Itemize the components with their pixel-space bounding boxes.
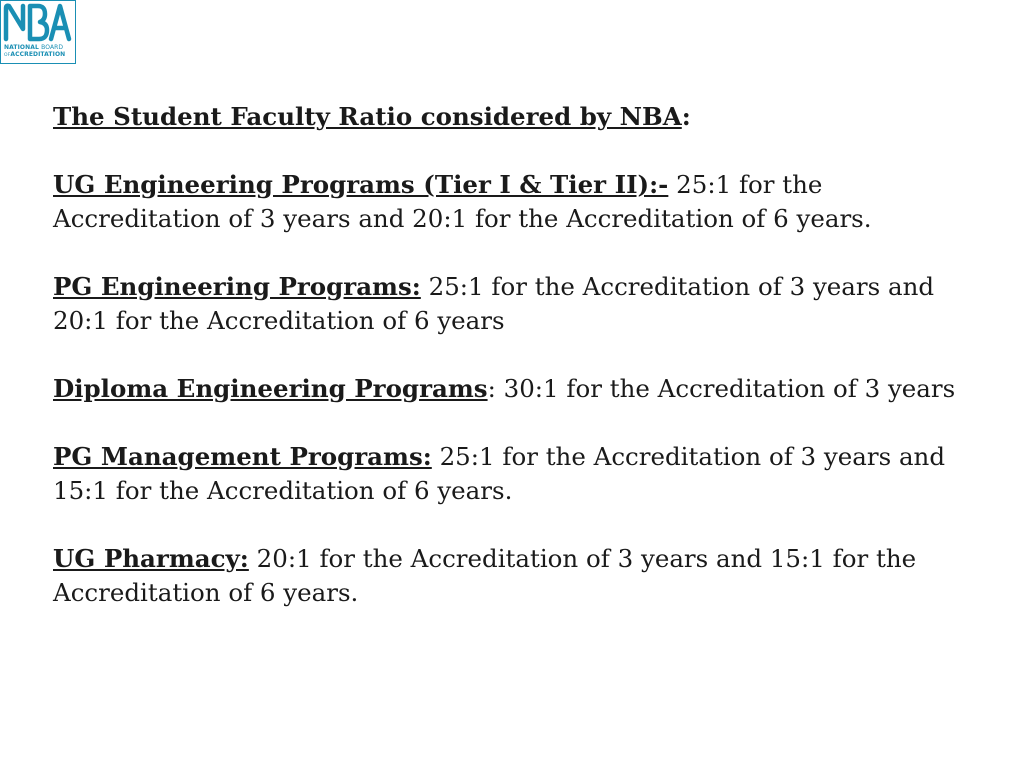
nba-logo-mark: [1, 1, 75, 43]
ratio-item-text: 30:1 for the Accreditation of 3 years: [503, 374, 956, 403]
ratio-item-label: PG Management Programs:: [53, 442, 432, 471]
logo-text-line-2: OFACCREDITATION: [4, 51, 66, 58]
logo-text-line-1: NATIONAL BOARD: [4, 44, 64, 51]
ratio-item-label: UG Pharmacy:: [53, 544, 249, 573]
ratio-item-label: PG Engineering Programs:: [53, 272, 421, 301]
ratio-item-label: Diploma Engineering Programs: [53, 374, 488, 403]
ratio-item-text: 25:1 for the Accreditation of 3 years and 20:1 for the Accreditation of 6 years: [53, 272, 935, 335]
ratio-item-text: 20:1 for the Accreditation of 3 years and 15:1 for the Accreditation of 6 years.: [53, 544, 917, 607]
nba-logo: [0, 0, 76, 64]
ratio-item-ug-pharmacy: [53, 542, 983, 610]
ratio-item-text: 25:1 for the Accreditation of 3 years and 20:1 for the Accreditation of 6 years.: [53, 170, 872, 233]
ratio-item-pg-management: [53, 440, 983, 508]
ratio-item-pg-engineering: [53, 270, 983, 338]
ratio-item-diploma-engineering: Diploma Engineering Programs: 30:1 for the Accreditation of 3 years: [53, 374, 956, 403]
ratio-item-text: 25:1 for the Accreditation of 3 years and 15:1 for the Accreditation of 6 years.: [53, 442, 946, 505]
ratio-item-ug-engineering: [53, 168, 983, 236]
ratio-item-label: UG Engineering Programs (Tier I & Tier II):-: [53, 170, 669, 199]
page-title: The Student Faculty Ratio considered by NBA:: [53, 102, 691, 131]
slide-body: [53, 100, 983, 644]
